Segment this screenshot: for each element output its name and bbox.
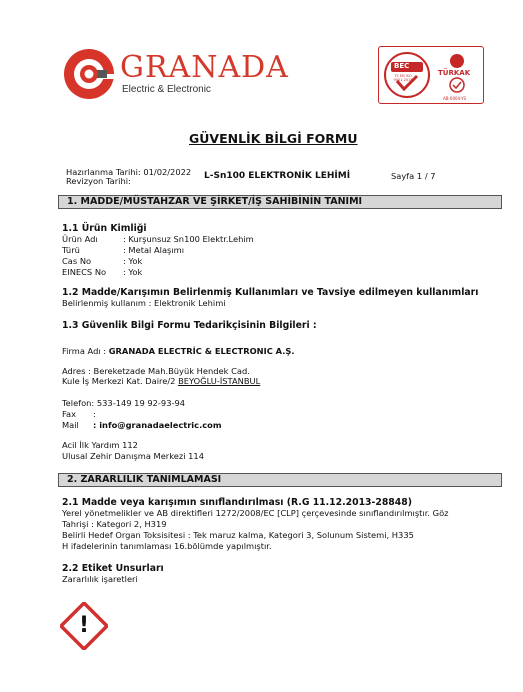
turkak-number: AB-0004-YS <box>443 96 467 101</box>
iso-label: TS EN ISO 9001:2015 <box>393 74 413 82</box>
identity-label-2: Cas No <box>62 256 92 266</box>
subsection-1-3: 1.3 Güvenlik Bilgi Formu Tedarikçisinin Bilgileri : <box>62 320 317 331</box>
subsection-2-1: 2.1 Madde veya karışımın sınıflandırılması (R.G 11.12.2013-28848) <box>62 497 412 508</box>
bec-label: BEC <box>394 62 410 70</box>
turkak-label: TÜRKAK <box>438 69 471 77</box>
product-name: L-Sn100 ELEKTRONİK LEHİMİ <box>204 171 351 181</box>
logo-name: GRANADA <box>120 50 289 85</box>
page-indicator: Sayfa 1 / 7 <box>391 171 436 181</box>
fax-value: : <box>93 409 96 419</box>
identity-value-2: : Yok <box>123 256 143 266</box>
identity-value-3: : Yok <box>123 267 143 277</box>
classification-line-1: Tahrişi : Kategori 2, H319 <box>62 519 167 529</box>
company-line <box>62 346 295 356</box>
identity-value-1: : Metal Alaşımı <box>123 245 185 255</box>
emergency-line-1: Acil İlk Yardım 112 <box>62 440 138 450</box>
section-1-header: 1. MADDE/MÜSTAHZAR VE ŞİRKET/İŞ SAHİBİNİN TANIMI <box>58 195 502 209</box>
address-line-2 <box>62 376 260 386</box>
address-city-link[interactable]: BEYOĞLU-İSTANBUL <box>178 376 261 386</box>
identity-label-1: Türü <box>62 245 80 255</box>
pictogram-mark: ! <box>78 613 90 638</box>
form-title: GÜVENLİK BİLGİ FORMU <box>189 131 358 146</box>
revision-date: Revizyon Tarihi: <box>66 176 131 186</box>
company-name: GRANADA ELECTRİC & ELECTRONIC A.Ş. <box>108 346 295 356</box>
classification-line-0: Yerel yönetmelikler ve AB direktifleri 1272/2008/EC [CLP] çerçevesinde sınıflandırılmıştır. Göz <box>62 508 449 518</box>
company-logo <box>62 46 289 102</box>
section-2-header: 2. ZARARLILIK TANIMLAMASI <box>58 473 502 487</box>
certification-badge <box>378 46 484 104</box>
company-label: Firma Adı : <box>62 346 109 356</box>
logo-subtitle: Electric & Electronic <box>122 84 211 95</box>
fax-label: Fax <box>62 409 77 419</box>
hazard-symbols-label: Zararlılık işaretleri <box>62 574 138 584</box>
classification-line-2: Belirli Hedef Organ Toksisitesi : Tek maruz kalma, Kategori 3, Solunum Sistemi, H335 <box>62 530 414 540</box>
granada-logo-icon <box>62 46 118 102</box>
subsection-2-2: 2.2 Etiket Unsurları <box>62 563 164 574</box>
address-line-1: Adres : Bereketzade Mah.Büyük Hendek Cad. <box>62 366 250 376</box>
subsection-1-2: 1.2 Madde/Karışımın Belirlenmiş Kullanımları ve Tavsiye edilmeyen kullanımları <box>62 287 479 298</box>
phone-line: Telefon: 533-149 19 92-93-94 <box>62 398 186 408</box>
address-line-2-text: Kule İş Merkezi Kat. Daire/2 <box>62 376 179 386</box>
identity-value-0: : Kurşunsuz Sn100 Elektr.Lehim <box>123 234 254 244</box>
identity-label-0: Ürün Adı <box>62 234 98 244</box>
preparation-date: Hazırlanma Tarihi: 01/02/2022 <box>66 167 192 177</box>
emergency-line-2: Ulusal Zehir Danışma Merkezi 114 <box>62 451 204 461</box>
identity-label-3: EINECS No <box>62 267 107 277</box>
mail-value[interactable]: : info@granadaelectric.com <box>93 420 222 430</box>
classification-line-3: H ifadelerinin tanımlaması 16.bölümde yapılmıştır. <box>62 541 272 551</box>
mail-label: Mail <box>62 420 79 430</box>
identified-use: Belirlenmiş kullanım : Elektronik Lehimi <box>62 298 226 308</box>
subsection-1-1: 1.1 Ürün Kimliği <box>62 223 147 234</box>
